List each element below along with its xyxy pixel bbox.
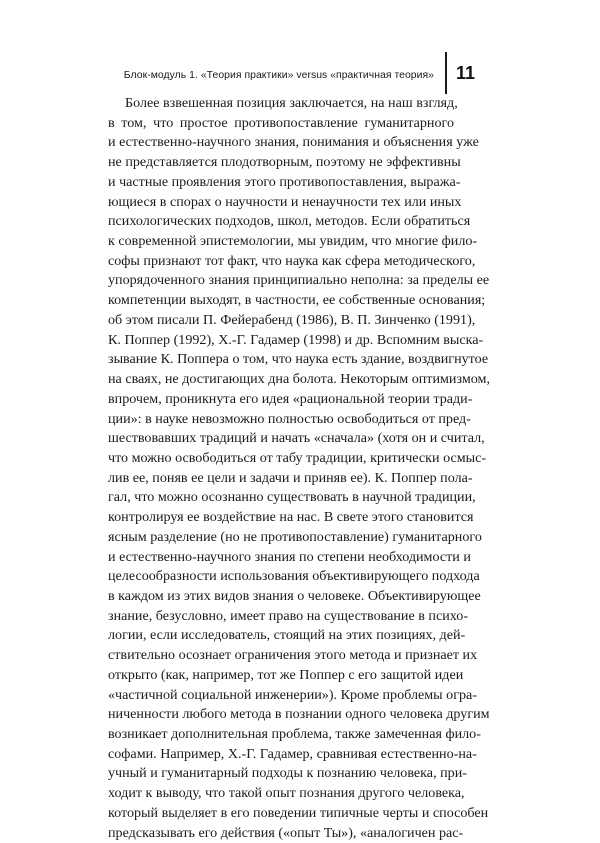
text-line: «частичной социальной инженерии»). Кроме проблемы огра- bbox=[108, 686, 477, 703]
text-line: лив ее, поняв ее цели и задачи и приняв ее). К. Поппер пола- bbox=[108, 469, 473, 486]
text-line: зывание К. Поппера о том, что наука есть здание, воздвигнутое bbox=[108, 351, 489, 368]
text-line: упорядоченного знания принципиально неполна: за пределы ее bbox=[108, 272, 490, 289]
text-line: ции»: в науке невозможно полностью освободиться от пред- bbox=[108, 410, 471, 427]
text-line: К. Поппер (1992), Х.-Г. Гадамер (1998) и др. Вспомним выска- bbox=[108, 331, 484, 348]
running-head: Блок-модуль 1. «Теория практики» versus «практичная теория» bbox=[123, 70, 434, 81]
text-line: ясным разделение (но не противопоставление) гуманитарного bbox=[108, 528, 482, 545]
page-number: 11 bbox=[456, 63, 476, 83]
text-line: софами. Например, Х.-Г. Гадамер, сравнивая естественно-на- bbox=[108, 745, 477, 762]
text-line: который выделяет в его поведении типичные черты и способен bbox=[108, 804, 489, 821]
text-line: учный и гуманитарный подходы к познанию человека, при- bbox=[108, 765, 467, 782]
text-line: шествовавших традиций и начать «сначала» (хотя он и считал, bbox=[108, 430, 485, 447]
text-line: ходит к выводу, что такой опыт познания другого человека, bbox=[108, 785, 465, 802]
body-text bbox=[108, 94, 490, 843]
text-line: целесообразности использования объективирующего подхода bbox=[108, 568, 480, 585]
text-line: ствительно осознает ограничения этого метода и признает их bbox=[108, 647, 478, 664]
text-line: Более взвешенная позиция заключается, на наш взгляд, bbox=[125, 95, 458, 111]
text-line: контролируя ее воздействие на нас. В свете этого становится bbox=[108, 509, 474, 526]
text-line: компетенции выходят, в частности, ее собственные основания; bbox=[108, 292, 486, 309]
text-line: ющиеся в спорах о научности и ненаучности тех или иных bbox=[108, 193, 462, 210]
text-line: на сваях, не достигающих дна болота. Некоторым оптимизмом, bbox=[108, 371, 490, 388]
text-line: логии, если исследователь, стоящий на этих позициях, дей- bbox=[108, 627, 466, 644]
text-line: не представляется плодотворным, поэтому не эффективны bbox=[108, 154, 461, 171]
text-line: об этом писали П. Фейерабенд (1986), В. П. Зинченко (1991), bbox=[108, 311, 476, 328]
text-line: и естественно-научного знания по степени необходимости и bbox=[108, 548, 471, 565]
text-line: открыто (как, например, тот же Поппер с его защитой идеи bbox=[108, 666, 464, 683]
text-line: предсказывать его действия («опыт Ты»), «аналогичен рас- bbox=[108, 824, 464, 841]
text-line: впрочем, проникнута его идея «рациональной теории тради- bbox=[108, 390, 473, 407]
text-line: что можно освободиться от табу традиции, критически осмыс- bbox=[108, 449, 487, 466]
text-line: в каждом из этих видов знания о человеке. Объективирующее bbox=[108, 587, 481, 604]
header-divider bbox=[445, 52, 447, 94]
text-line: гал, что можно осознанно существовать в научной традиции, bbox=[108, 489, 476, 506]
text-line: знание, безусловно, имеет право на существование в психо- bbox=[108, 607, 469, 624]
text-line: возникает дополнительная проблема, также замеченная фило- bbox=[108, 726, 481, 742]
text-line: в том, что простое противопоставление гуманитарного bbox=[108, 114, 454, 131]
text-line: ниченности любого метода в познании одного человека другим bbox=[108, 706, 490, 723]
text-line: и частные проявления этого противопоставления, выража- bbox=[108, 173, 461, 190]
text-line: софы признают тот факт, что наука как сфера методического, bbox=[108, 252, 476, 269]
text-line: психологических подходов, школ, методов. Если обратиться bbox=[108, 213, 471, 230]
text-line: и естественно-научного знания, понимания и объяснения уже bbox=[108, 134, 479, 151]
text-line: к современной эпистемологии, мы увидим, что многие фило- bbox=[108, 233, 478, 250]
